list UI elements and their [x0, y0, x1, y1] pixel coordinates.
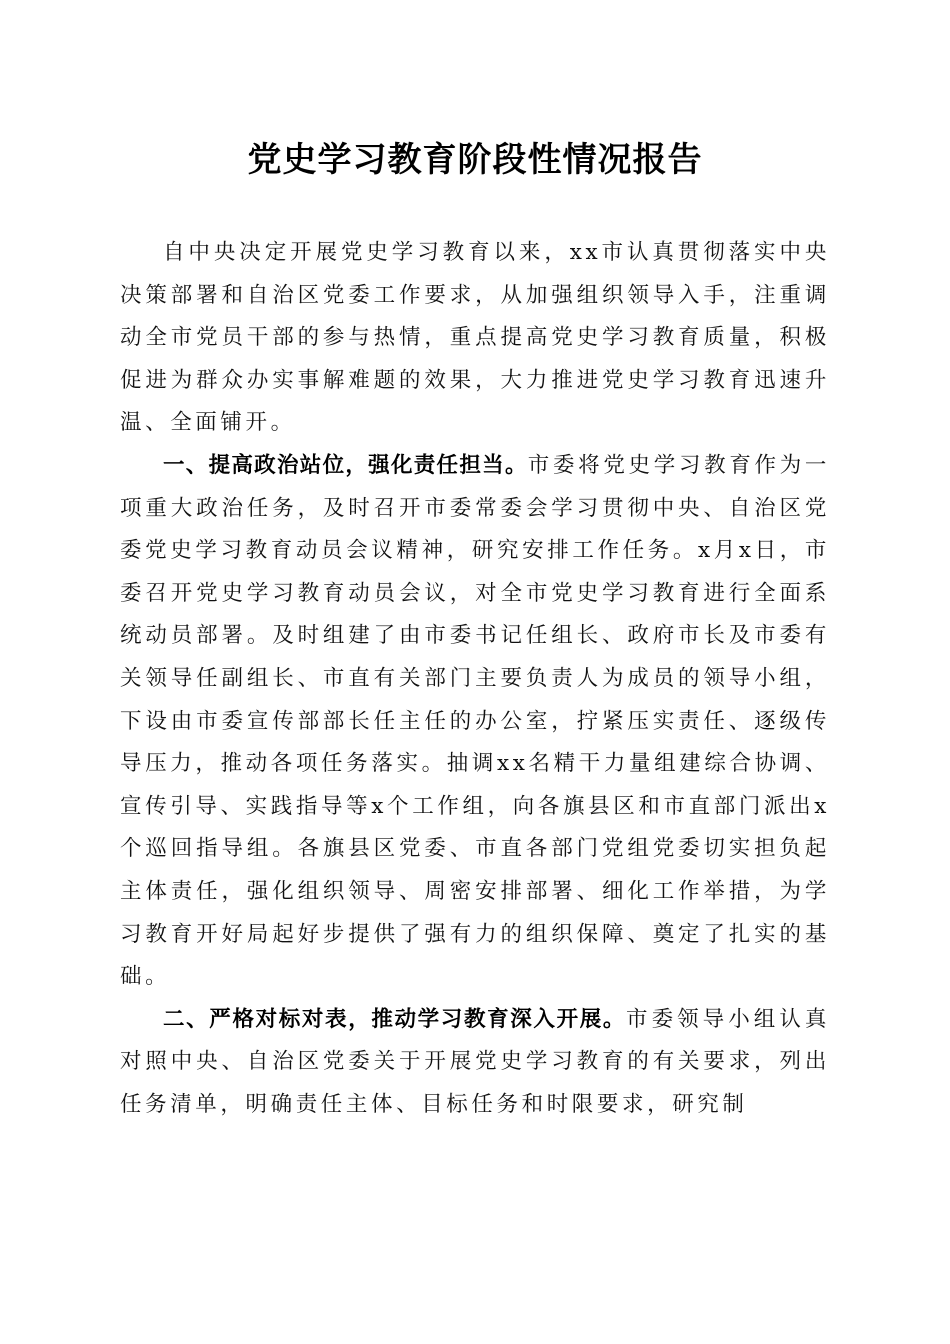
section-2-heading: 二、严格对标对表，推动学习教育深入开展。: [163, 1006, 627, 1032]
section-2-text: 市委领导小组认真对照中央、自治区党委关于开展党史学习教育的有关要求，列出任务清单，明确责任主体、目标任务和时限要求，研究制: [120, 1006, 830, 1117]
document-body: [120, 232, 830, 1126]
section-1-heading: 一、提高政治站位，强化责任担当。: [163, 452, 528, 478]
section-2-paragraph: [120, 999, 830, 1127]
section-1-text: 市委将党史学习教育作为一项重大政治任务，及时召开市委常委会学习贯彻中央、自治区党委党史学习教育动员会议精神，研究安排工作任务。x月x日，市委召开党史学习教育动员会议，对全市党史学习教育进行全面系统动员部署。及时组建了由市委书记任组长、政府市长及市委有关领导任副组长、市直有关部门主要负责人为成员的领导小组，下设由市委宣传部部长任主任的办公室，拧紧压实责任、逐级传导压力，推动各项任务落实。抽调xx名精干力量组建综合协调、宣传引导、实践指导等x个工作组，向各旗县区和市直部门派出x个巡回指导组。各旗县区党委、市直各部门党组党委切实担负起主体责任，强化组织领导、周密安排部署、细化工作举措，为学习教育开好局起好步提供了强有力的组织保障、奠定了扎实的基础。: [120, 452, 831, 990]
section-1-paragraph: [120, 445, 830, 999]
intro-paragraph: 自中央决定开展党史学习教育以来，xx市认真贯彻落实中央决策部署和自治区党委工作要求，从加强组织领导入手，注重调动全市党员干部的参与热情，重点提高党史学习教育质量，积极促进为群众办实事解难题的效果，大力推进党史学习教育迅速升温、全面铺开。: [120, 240, 830, 436]
document-title: 党史学习教育阶段性情况报告: [247, 140, 703, 180]
